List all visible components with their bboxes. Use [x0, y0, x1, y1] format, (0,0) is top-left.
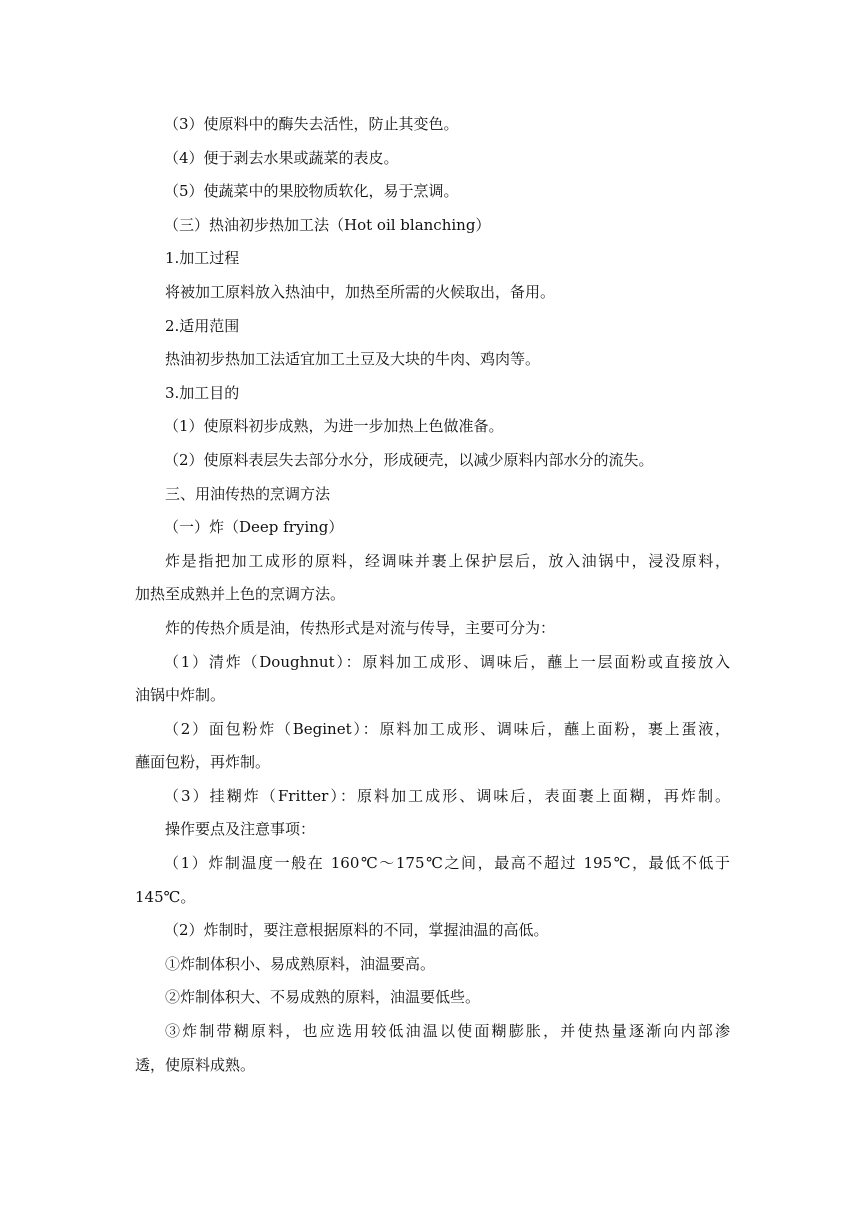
text-line: （2）使原料表层失去部分水分，形成硬壳，以减少原料内部水分的流失。 — [164, 450, 654, 469]
text-line: 热油初步热加工法适宜加工土豆及大块的牛肉、鸡肉等。 — [165, 350, 541, 369]
text-line: （2）炸制时，要注意根据原料的不同，掌握油温的高低。 — [164, 921, 549, 940]
text-line: （5）使蔬菜中的果胶物质软化，易于烹调。 — [164, 182, 459, 201]
text-line: ③炸制带糊原料，也应选用较低油温以使面糊膨胀，并使热量逐渐向内部渗 — [165, 1022, 730, 1041]
text-line: 操作要点及注意事项： — [165, 820, 316, 839]
text-line: （1）炸制温度一般在 160℃～175℃之间，最高不超过 195℃，最低不低于 — [164, 854, 730, 873]
text-line: ①炸制体积小、易成熟原料，油温要高。 — [165, 954, 436, 973]
text-line: 145℃。 — [135, 887, 196, 906]
text-line: 加热至成熟并上色的烹调方法。 — [135, 585, 346, 604]
text-line: （2）面包粉炸（Beginet）：原料加工成形、调味后，蘸上面粉，裹上蛋液， — [164, 719, 730, 738]
text-line: 透，使原料成熟。 — [135, 1055, 256, 1074]
text-line: 油锅中炸制。 — [135, 686, 226, 705]
text-line: 3.加工目的 — [165, 383, 240, 402]
text-line: 三、用油传热的烹调方法 — [165, 484, 331, 503]
text-line: 炸是指把加工成形的原料，经调味并裹上保护层后，放入油锅中，浸没原料， — [165, 551, 730, 570]
text-line: ②炸制体积大、不易成熟的原料，油温要低些。 — [165, 988, 481, 1007]
text-line: 蘸面包粉，再炸制。 — [135, 753, 271, 772]
text-line: （4）便于剥去水果或蔬菜的表皮。 — [164, 148, 399, 167]
document-body — [135, 108, 730, 1082]
text-line: 1.加工过程 — [165, 249, 240, 268]
text-line: （1）清炸（Doughnut）：原料加工成形、调味后，蘸上一层面粉或直接放入 — [164, 652, 730, 671]
text-line: （3）使原料中的酶失去活性，防止其变色。 — [164, 115, 459, 133]
text-line: 2.适用范围 — [165, 316, 240, 335]
text-line: 炸的传热介质是油，传热形式是对流与传导，主要可分为： — [165, 618, 556, 637]
text-line: （1）使原料初步成熟，为进一步加热上色做准备。 — [164, 417, 504, 436]
text-line: （三）热油初步热加工法（Hot oil blanching） — [164, 215, 491, 234]
text-line: （一）炸（Deep frying） — [164, 518, 344, 537]
text-line: 将被加工原料放入热油中，加热至所需的火候取出，备用。 — [165, 282, 556, 301]
text-line: （3）挂糊炸（Fritter）：原料加工成形、调味后，表面裹上面糊，再炸制。 — [164, 786, 730, 805]
